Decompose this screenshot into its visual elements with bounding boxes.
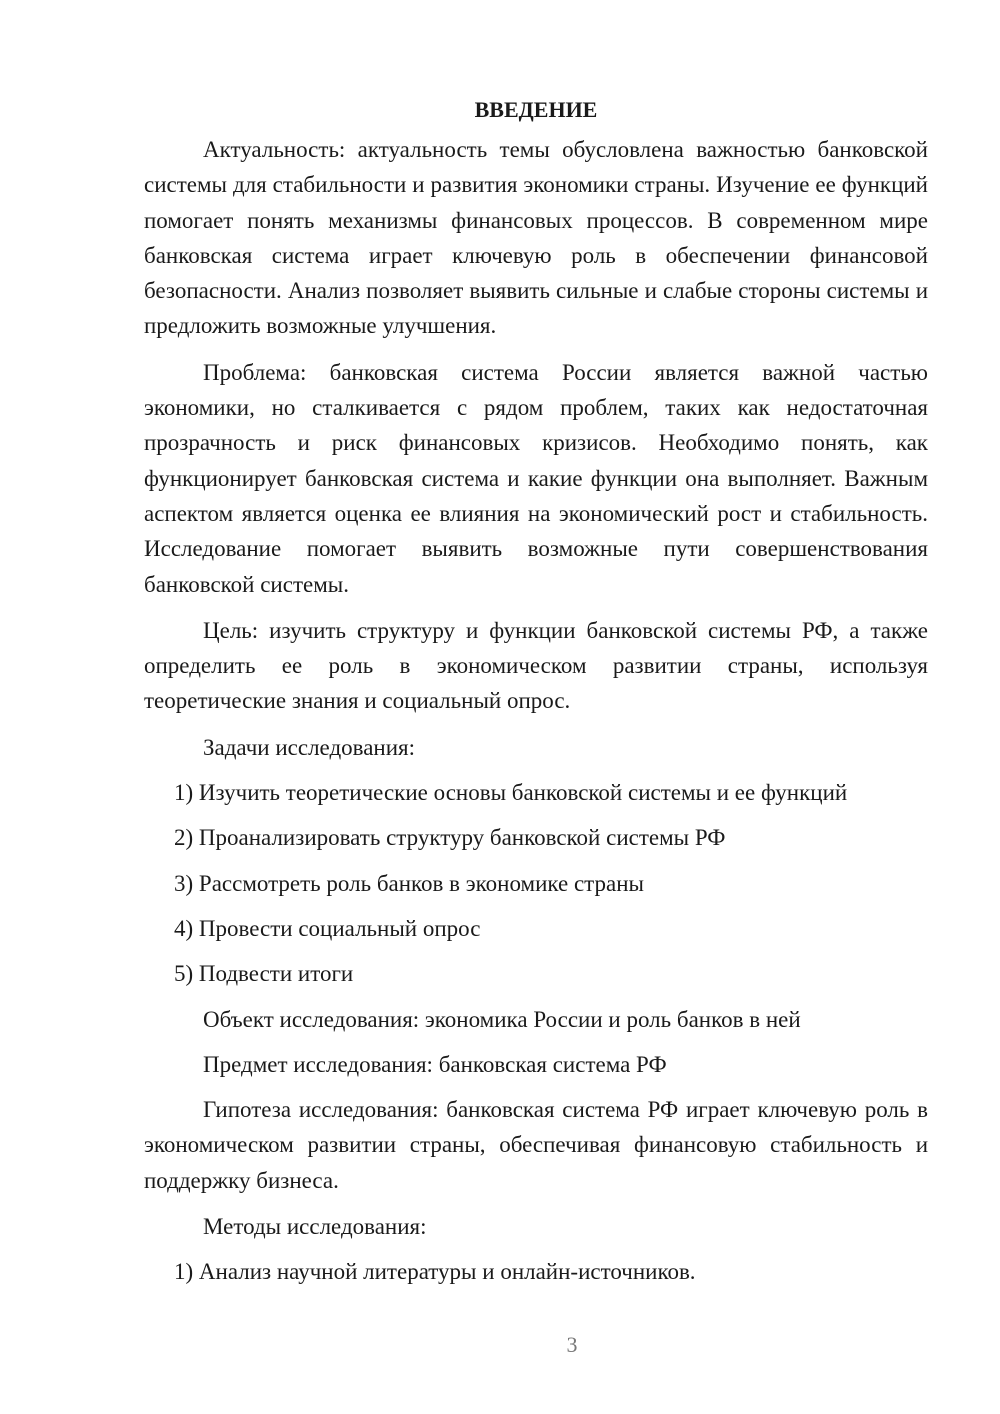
method-item: 1) Анализ научной литературы и онлайн-источников. (174, 1259, 696, 1285)
research-subject: Предмет исследования: банковская система РФ (203, 1051, 667, 1077)
task-item: 5) Подвести итоги (174, 961, 354, 987)
task-item: 2) Проанализировать структуру банковской системы РФ (174, 825, 726, 851)
problem-paragraph: Проблема: банковская система России является важной частью экономики, но сталкивается с рядом проблем, таких как недостаточная прозрачность и риск финансовых кризисов. Необходимо понять, как функционирует банковская система и какие функции она выполняет. Важным аспектом является оценка ее влияния на экономический рост и стабильность. Исследование помогает выявить возможные пути совершенствования банковской системы. (144, 359, 928, 597)
document-body (144, 92, 928, 1300)
research-object: Объект исследования: экономика России и роль банков в ней (203, 1006, 801, 1032)
hypothesis-paragraph: Гипотеза исследования: банковская система РФ играет ключевую роль в экономическом развитии страны, обеспечивая финансовую стабильность и поддержку бизнеса. (144, 1097, 928, 1193)
tasks-heading: Задачи исследования: (203, 734, 416, 760)
relevance-paragraph: Актуальность: актуальность темы обусловлена важностью банковской системы для стабильности и развития экономики страны. Изучение ее функций помогает понять механизмы финансовых процессов. В современном мире банковская система играет ключевую роль в обеспечении финансовой безопасности. Анализ позволяет выявить сильные и слабые стороны системы и предложить возможные улучшения. (144, 137, 928, 339)
task-item: 3) Рассмотреть роль банков в экономике страны (174, 870, 644, 896)
goal-paragraph: Цель: изучить структуру и функции банковской системы РФ, а также определить ее роль в экономическом развитии страны, используя теоретические знания и социальный опрос. (144, 617, 928, 714)
section-title: ВВЕДЕНИЕ (474, 97, 598, 122)
task-item: 4) Провести социальный опрос (174, 915, 481, 941)
tasks-list (144, 775, 928, 991)
task-item: 1) Изучить теоретические основы банковской системы и ее функций (174, 780, 848, 806)
methods-heading: Методы исследования: (203, 1214, 427, 1240)
page-number: 3 (566, 1332, 578, 1357)
methods-list (144, 1254, 928, 1289)
